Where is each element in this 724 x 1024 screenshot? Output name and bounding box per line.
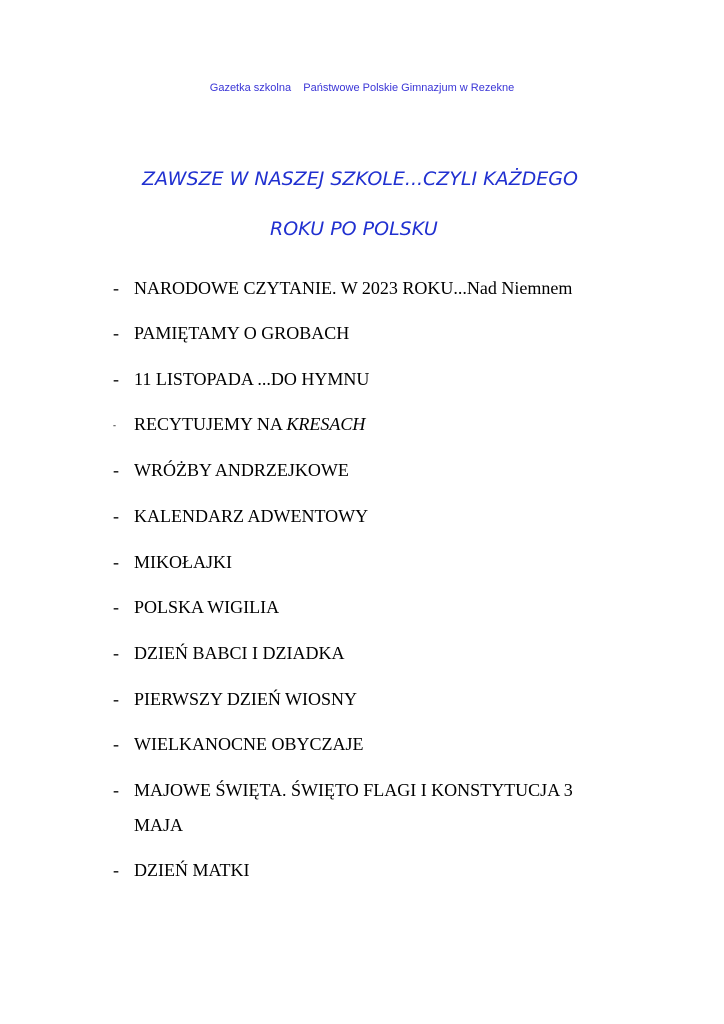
list-item-text: WRÓŻBY ANDRZEJKOWE xyxy=(134,460,349,480)
bullet-dash: - xyxy=(113,552,119,572)
bullet-dash: - xyxy=(113,860,119,880)
list-item-text-plain: RECYTUJEMY NA xyxy=(134,414,287,434)
list-item-text: NARODOWE CZYTANIE. W 2023 ROKU...Nad Niemnem xyxy=(134,278,573,298)
newsletter-header: Gazetka szkolna Państwowe Polskie Gimnazjum w Rezekne xyxy=(209,82,515,94)
list-item-text: 11 LISTOPADA ...DO HYMNU xyxy=(134,369,370,389)
list-item-text: DZIEŃ MATKI xyxy=(134,860,250,880)
list-item-text: MAJOWE ŚWIĘTA. ŚWIĘTO FLAGI I KONSTYTUCJA 3 xyxy=(134,780,573,800)
bullet-dash: - xyxy=(113,643,119,663)
bullet-dash: - xyxy=(113,460,119,480)
bullet-dash: - xyxy=(113,420,116,430)
list-item-text: WIELKANOCNE OBYCZAJE xyxy=(134,734,364,754)
bullet-dash: - xyxy=(113,323,119,343)
list-item-text: DZIEŃ BABCI I DZIADKA xyxy=(134,643,345,663)
list-item-text: KALENDARZ ADWENTOWY xyxy=(134,506,369,526)
list-item-text: MIKOŁAJKI xyxy=(134,552,232,572)
list-item-text: MAJA xyxy=(134,815,184,835)
list-item-text: PAMIĘTAMY O GROBACH xyxy=(134,323,350,343)
page-title-line-1: ZAWSZE W NASZEJ SZKOLE...CZYLI KAŻDEGO xyxy=(142,168,578,190)
bullet-dash: - xyxy=(113,689,119,709)
bullet-dash: - xyxy=(113,734,119,754)
bullet-dash: - xyxy=(113,780,119,800)
list-item-text xyxy=(134,414,365,435)
list-item-text-italic: KRESACH xyxy=(286,414,366,434)
bullet-dash: - xyxy=(113,506,119,526)
page-title-line-2: ROKU PO POLSKU xyxy=(270,218,438,240)
bullet-dash: - xyxy=(113,597,119,617)
bullet-dash: - xyxy=(113,278,119,298)
list-item-text: PIERWSZY DZIEŃ WIOSNY xyxy=(134,689,357,709)
bullet-dash: - xyxy=(113,369,119,389)
list-item-text: POLSKA WIGILIA xyxy=(134,597,280,617)
